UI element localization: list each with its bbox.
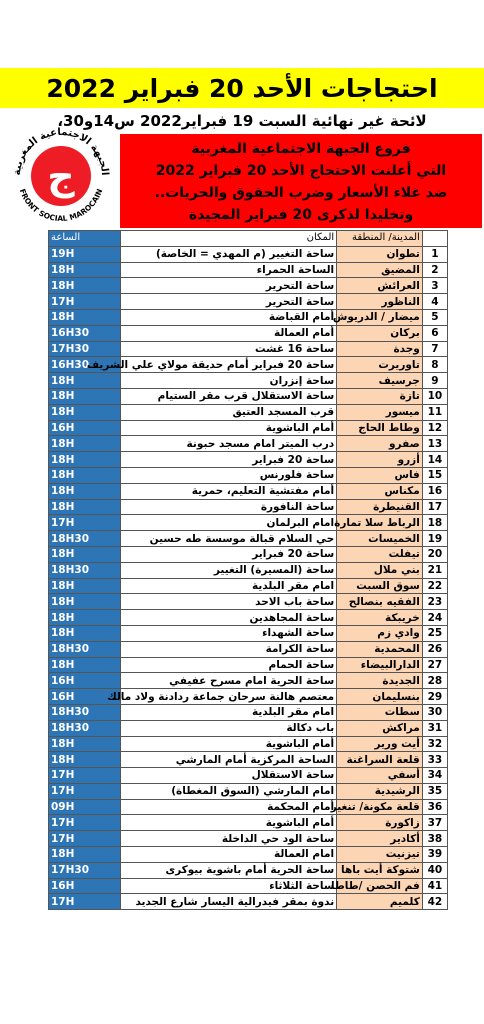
place-cell: امام المارشي (السوق المغطاة) [120, 783, 337, 799]
table-row [49, 278, 448, 294]
title-banner [0, 68, 484, 108]
row-number: 39 [422, 847, 447, 863]
page-title: احتجاجات الأحد 20 فبراير 2022 [46, 73, 438, 103]
place-cell: ساحة باب الاحد [120, 594, 337, 610]
logo-arabic-text: الجبهة الاجتماعية المغربية [11, 126, 111, 176]
city-cell: كلميم [337, 894, 423, 910]
city-cell: بني ملال [337, 562, 423, 578]
subtitle: لائحة غير نهائية السبت 19 فبراير2022 س14و30، [57, 112, 427, 130]
city-cell: تطوان [337, 246, 423, 262]
row-number: 34 [422, 768, 447, 784]
time-cell: 18H [49, 625, 121, 641]
table-row [49, 610, 448, 626]
time-cell: 17H [49, 831, 121, 847]
time-cell: 17H [49, 894, 121, 910]
announcement-line: فروع الجبهة الاجتماعية المغربية [191, 141, 411, 157]
place-cell: ساحة الشهداء [120, 625, 337, 641]
place-cell: ساحة (المسيرة) التغيير [120, 562, 337, 578]
row-number: 24 [422, 610, 447, 626]
time-cell: 09H [49, 799, 121, 815]
table-row [49, 246, 448, 262]
city-cell: القنيطرة [337, 499, 423, 515]
table-row [49, 720, 448, 736]
place-cell: ساحة الاستقلال [120, 768, 337, 784]
table-row [49, 752, 448, 768]
city-cell: تيفلت [337, 546, 423, 562]
row-number: 4 [422, 294, 447, 310]
time-cell: 16H [49, 420, 121, 436]
place-cell: ساحة 20 فبراير [120, 546, 337, 562]
row-number: 11 [422, 404, 447, 420]
time-cell: 18H [49, 546, 121, 562]
table-row [49, 531, 448, 547]
time-cell: 17H30 [49, 341, 121, 357]
table-row [49, 657, 448, 673]
table-row [49, 736, 448, 752]
row-number: 7 [422, 341, 447, 357]
table-row [49, 831, 448, 847]
row-number: 25 [422, 625, 447, 641]
place-cell: حي السلام قبالة موسسة طه حسين [120, 531, 337, 547]
table-row [49, 878, 448, 894]
table-row [49, 546, 448, 562]
table-row [49, 783, 448, 799]
table-row [49, 483, 448, 499]
city-cell: تازة [337, 388, 423, 404]
city-cell: مراكش [337, 720, 423, 736]
place-cell: ساحة الاستقلال قرب مقر الستيام [120, 388, 337, 404]
announcement-line: ضد غلاء الأسعار وضرب الحقوق والحريات.. [154, 185, 448, 201]
table-row [49, 799, 448, 815]
city-cell: أسفي [337, 768, 423, 784]
row-number: 17 [422, 499, 447, 515]
header-place: المكان [120, 231, 337, 247]
announcement-line: التي أعلنت الاحتجاج الأحد 20 فبراير 2022 [155, 163, 447, 179]
city-cell: ميضار / الدريوش [337, 309, 423, 325]
time-cell: 18H [49, 483, 121, 499]
city-cell: سوق السبت [337, 578, 423, 594]
time-cell: 16H [49, 673, 121, 689]
table-row [49, 294, 448, 310]
table-row [49, 578, 448, 594]
table-row [49, 704, 448, 720]
time-cell: 18H [49, 309, 121, 325]
city-cell: قلعة السراغنة [337, 752, 423, 768]
row-number: 9 [422, 373, 447, 389]
table-row [49, 325, 448, 341]
place-cell: ساحة إنزران [120, 373, 337, 389]
row-number: 35 [422, 783, 447, 799]
table-row [49, 373, 448, 389]
table-row [49, 894, 448, 910]
table-header-row [49, 231, 448, 247]
place-cell: ساحة الحرية امام مسرح عفيفي [120, 673, 337, 689]
city-cell: العرائش [337, 278, 423, 294]
table-row [49, 562, 448, 578]
place-cell: قرب المسجد العتيق [120, 404, 337, 420]
city-cell: شتوكة أيت باها [337, 862, 423, 878]
row-number: 20 [422, 546, 447, 562]
front-social-logo [6, 118, 116, 228]
table-row [49, 515, 448, 531]
table-row [49, 452, 448, 468]
city-cell: أزرو [337, 452, 423, 468]
row-number: 2 [422, 262, 447, 278]
place-cell: ساحة التغيير (م المهدي = الخاصة) [120, 246, 337, 262]
table-row [49, 847, 448, 863]
announcement-box [120, 134, 482, 228]
time-cell: 16H [49, 689, 121, 705]
row-number: 36 [422, 799, 447, 815]
city-cell: مكناس [337, 483, 423, 499]
city-cell: أيت ورير [337, 736, 423, 752]
row-number: 12 [422, 420, 447, 436]
logo-graphic [6, 118, 116, 228]
row-number: 32 [422, 736, 447, 752]
time-cell: 18H30 [49, 562, 121, 578]
row-number: 42 [422, 894, 447, 910]
time-cell: 17H [49, 515, 121, 531]
place-cell: الساحة الحمراء [120, 262, 337, 278]
table-row [49, 262, 448, 278]
city-cell: المحمدية [337, 641, 423, 657]
time-cell: 19H [49, 246, 121, 262]
row-number: 23 [422, 594, 447, 610]
place-cell: ساحة التحرير [120, 278, 337, 294]
row-number: 38 [422, 831, 447, 847]
time-cell: 18H [49, 452, 121, 468]
place-cell: امام العمالة [120, 847, 337, 863]
place-cell: أمام الباشوية [120, 815, 337, 831]
city-cell: زاكورة [337, 815, 423, 831]
logo-mark: ج [47, 154, 75, 198]
city-cell: تيزنيت [337, 847, 423, 863]
logo-latin-text: FRONT SOCIAL MAROCAIN [17, 187, 105, 224]
row-number: 10 [422, 388, 447, 404]
header-num [422, 231, 447, 247]
place-cell: ساحة الود حي الداخلة [120, 831, 337, 847]
row-number: 21 [422, 562, 447, 578]
place-cell: الساحة المركزية أمام المارشي [120, 752, 337, 768]
city-cell: سطات [337, 704, 423, 720]
place-cell: أمام العمالة [120, 325, 337, 341]
place-cell: امام مقر البلدية [120, 704, 337, 720]
row-number: 41 [422, 878, 447, 894]
place-cell: أمام الباشوية [120, 736, 337, 752]
city-cell: بنسليمان [337, 689, 423, 705]
time-cell: 18H30 [49, 641, 121, 657]
place-cell: معتصم هالنة سرحان جماعة ردادنة ولاد مالك [120, 689, 337, 705]
row-number: 1 [422, 246, 447, 262]
table-row [49, 815, 448, 831]
time-cell: 18H [49, 752, 121, 768]
place-cell: ساحة الثلاثاء [120, 878, 337, 894]
row-number: 33 [422, 752, 447, 768]
row-number: 15 [422, 467, 447, 483]
place-cell: ساحة الحمام [120, 657, 337, 673]
city-cell: بركان [337, 325, 423, 341]
time-cell: 18H [49, 594, 121, 610]
time-cell: 18H30 [49, 531, 121, 547]
table-row [49, 388, 448, 404]
place-cell: ساحة النافورة [120, 499, 337, 515]
city-cell: فم الحصن /طاطا [337, 878, 423, 894]
place-cell: ساحة المجاهدين [120, 610, 337, 626]
city-cell: المضيق [337, 262, 423, 278]
row-number: 5 [422, 309, 447, 325]
time-cell: 17H [49, 768, 121, 784]
city-cell: صفرو [337, 436, 423, 452]
row-number: 29 [422, 689, 447, 705]
row-number: 37 [422, 815, 447, 831]
table-row [49, 594, 448, 610]
place-cell: أمام المحكمة [120, 799, 337, 815]
row-number: 16 [422, 483, 447, 499]
city-cell: الجديدة [337, 673, 423, 689]
place-cell: ساحة التحرير [120, 294, 337, 310]
place-cell: ساحة 20 فبراير أمام حديقة مولاي علي الشريف [120, 357, 337, 373]
row-number: 27 [422, 657, 447, 673]
row-number: 22 [422, 578, 447, 594]
row-number: 8 [422, 357, 447, 373]
time-cell: 17H [49, 783, 121, 799]
header-city: المدينة/ المنطقة [337, 231, 423, 247]
time-cell: 18H [49, 847, 121, 863]
city-cell: الخميسات [337, 531, 423, 547]
place-cell: أمام الباشوية [120, 420, 337, 436]
row-number: 31 [422, 720, 447, 736]
time-cell: 18H [49, 373, 121, 389]
time-cell: 18H [49, 736, 121, 752]
time-cell: 18H [49, 657, 121, 673]
row-number: 30 [422, 704, 447, 720]
row-number: 40 [422, 862, 447, 878]
time-cell: 18H30 [49, 704, 121, 720]
city-cell: وجدة [337, 341, 423, 357]
city-cell: وادي زم [337, 625, 423, 641]
time-cell: 18H [49, 404, 121, 420]
time-cell: 18H [49, 262, 121, 278]
city-cell: فاس [337, 467, 423, 483]
place-cell: ساحة الحرية أمام باشوية بيوكرى [120, 862, 337, 878]
table-row [49, 689, 448, 705]
time-cell: 18H [49, 610, 121, 626]
time-cell: 18H30 [49, 720, 121, 736]
table-row [49, 641, 448, 657]
place-cell: امام مقر البلدية [120, 578, 337, 594]
table-row [49, 467, 448, 483]
city-cell: الرشيدية [337, 783, 423, 799]
table-row [49, 341, 448, 357]
row-number: 3 [422, 278, 447, 294]
city-cell: خريبكة [337, 610, 423, 626]
table-row [49, 768, 448, 784]
table-row [49, 357, 448, 373]
row-number: 6 [422, 325, 447, 341]
table-row [49, 404, 448, 420]
row-number: 13 [422, 436, 447, 452]
time-cell: 18H [49, 578, 121, 594]
city-cell: الدارالبيضاء [337, 657, 423, 673]
city-cell: وطاط الحاج [337, 420, 423, 436]
time-cell: 16H30 [49, 357, 121, 373]
table-row [49, 625, 448, 641]
city-cell: ميسور [337, 404, 423, 420]
header-time: الساعة [49, 231, 121, 247]
time-cell: 17H30 [49, 862, 121, 878]
place-cell: ساحة 16 غشت [120, 341, 337, 357]
city-cell: قلعة مكونة/ تنغير [337, 799, 423, 815]
time-cell: 18H [49, 436, 121, 452]
table-row [49, 420, 448, 436]
city-cell: أكادير [337, 831, 423, 847]
place-cell: امام البرلمان [120, 515, 337, 531]
city-cell: الفقيه بنصالح [337, 594, 423, 610]
time-cell: 18H [49, 499, 121, 515]
protest-table [48, 230, 448, 910]
table-row [49, 499, 448, 515]
city-cell: الناظور [337, 294, 423, 310]
row-number: 19 [422, 531, 447, 547]
announcement-line: وتخليدا لذكرى 20 فبراير المجيدة [188, 207, 414, 223]
table-row [49, 309, 448, 325]
time-cell: 17H [49, 294, 121, 310]
place-cell: ندوة بمقر فيدرالية اليسار شارع الجديد [120, 894, 337, 910]
place-cell: أمام مفتشية التعليم، حمرية [120, 483, 337, 499]
row-number: 18 [422, 515, 447, 531]
city-cell: جرسيف [337, 373, 423, 389]
city-cell: الرباط سلا تمارة [337, 515, 423, 531]
place-cell: ساحة 20 فبراير [120, 452, 337, 468]
time-cell: 17H [49, 815, 121, 831]
row-number: 26 [422, 641, 447, 657]
city-cell: تاوريرت [337, 357, 423, 373]
row-number: 28 [422, 673, 447, 689]
place-cell: ساحة الكرامة [120, 641, 337, 657]
table-row [49, 673, 448, 689]
place-cell: درب الميتر امام مسجد حبونة [120, 436, 337, 452]
table-row [49, 862, 448, 878]
place-cell: ساحة فلورنس [120, 467, 337, 483]
place-cell: أمام القباضة [120, 309, 337, 325]
time-cell: 18H [49, 388, 121, 404]
time-cell: 18H [49, 278, 121, 294]
time-cell: 16H30 [49, 325, 121, 341]
row-number: 14 [422, 452, 447, 468]
time-cell: 16H [49, 878, 121, 894]
time-cell: 18H [49, 467, 121, 483]
table-row [49, 436, 448, 452]
place-cell: باب دكالة [120, 720, 337, 736]
